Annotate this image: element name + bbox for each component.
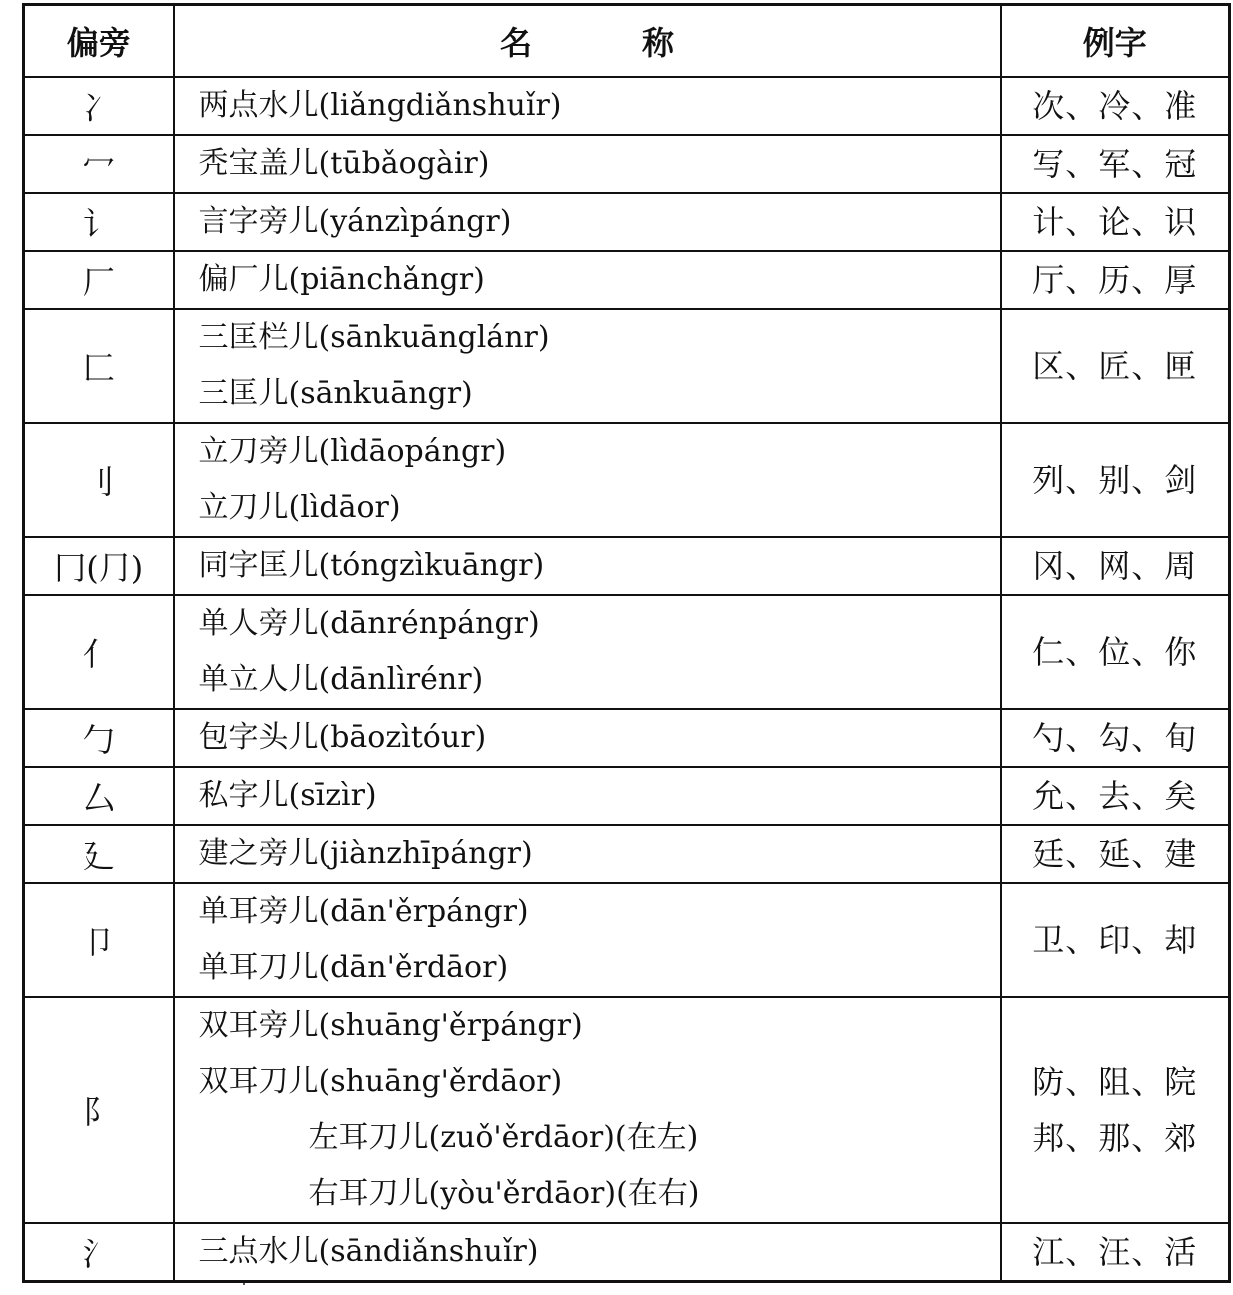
examples-cell bbox=[1001, 135, 1230, 193]
examples-line: 仁、位、你 bbox=[1032, 633, 1198, 671]
table-row bbox=[24, 997, 1230, 1223]
examples-line: 列、别、剑 bbox=[1032, 461, 1198, 499]
examples-line: 冈、网、周 bbox=[1032, 547, 1198, 585]
table-row bbox=[24, 767, 1230, 825]
name-line: 三点水儿(sāndiǎnshuǐr) bbox=[198, 1234, 539, 1269]
examples-cell bbox=[1001, 883, 1230, 997]
examples-line: 计、论、识 bbox=[1032, 203, 1198, 241]
name-cell bbox=[174, 883, 1001, 997]
radical-cell: 冂(⺆) bbox=[24, 537, 174, 595]
radical-cell: 亻 bbox=[24, 595, 174, 709]
examples-cell bbox=[1001, 423, 1230, 537]
name-line: 私字儿(sīzìr) bbox=[198, 778, 377, 813]
radical-cell: 卩 bbox=[24, 883, 174, 997]
examples-cell bbox=[1001, 537, 1230, 595]
table-row bbox=[24, 309, 1230, 423]
name-cell bbox=[174, 767, 1001, 825]
examples-line: 廷、延、建 bbox=[1032, 835, 1198, 873]
header-examples: 例字 bbox=[1001, 5, 1230, 78]
radicals-table bbox=[22, 3, 1231, 1283]
name-line: 三匡栏儿(sānkuānglánr) bbox=[198, 320, 550, 355]
name-line: 单耳旁儿(dān'ěrpángr) bbox=[198, 894, 529, 929]
examples-line: 卫、印、却 bbox=[1032, 921, 1198, 959]
radical-cell: 氵 bbox=[24, 1223, 174, 1282]
examples-cell bbox=[1001, 251, 1230, 309]
examples-line: 勺、勾、旬 bbox=[1032, 719, 1198, 757]
name-line: 三匡儿(sānkuāngr) bbox=[198, 376, 473, 411]
name-cell bbox=[174, 537, 1001, 595]
name-subline: 右耳刀儿(yòu'ěrdāor)(在右) bbox=[308, 1176, 700, 1211]
name-cell bbox=[174, 193, 1001, 251]
table-row bbox=[24, 251, 1230, 309]
table-row bbox=[24, 825, 1230, 883]
radical-cell: 冖 bbox=[24, 135, 174, 193]
table-row bbox=[24, 595, 1230, 709]
name-line: 双耳刀儿(shuāng'ěrdāor) bbox=[198, 1064, 563, 1099]
name-cell bbox=[174, 309, 1001, 423]
name-line: 包字头儿(bāozìtóur) bbox=[198, 720, 487, 755]
name-cell bbox=[174, 77, 1001, 135]
table-row bbox=[24, 77, 1230, 135]
table-row bbox=[24, 135, 1230, 193]
radicals-table-container bbox=[22, 3, 1228, 1283]
name-cell bbox=[174, 251, 1001, 309]
name-cell bbox=[174, 997, 1001, 1223]
name-cell bbox=[174, 135, 1001, 193]
radical-cell: 厶 bbox=[24, 767, 174, 825]
table-row bbox=[24, 537, 1230, 595]
examples-line: 邦、那、郊 bbox=[1032, 1119, 1198, 1157]
examples-cell bbox=[1001, 77, 1230, 135]
name-line: 单立人儿(dānlìrénr) bbox=[198, 662, 484, 697]
table-row bbox=[24, 1223, 1230, 1282]
table-row bbox=[24, 709, 1230, 767]
name-subline: 左耳刀儿(zuǒ'ěrdāor)(在左) bbox=[308, 1120, 699, 1155]
name-line: 建之旁儿(jiànzhīpángr) bbox=[198, 836, 533, 871]
name-cell bbox=[174, 709, 1001, 767]
examples-line: 区、匠、匣 bbox=[1032, 347, 1198, 385]
name-cell bbox=[174, 1223, 1001, 1282]
table-row bbox=[24, 193, 1230, 251]
radical-cell: 阝 bbox=[24, 997, 174, 1223]
header-radical: 偏旁 bbox=[24, 5, 174, 78]
examples-cell bbox=[1001, 1223, 1230, 1282]
examples-cell bbox=[1001, 595, 1230, 709]
name-line: 秃宝盖儿(tūbǎogàir) bbox=[198, 146, 490, 181]
examples-cell bbox=[1001, 193, 1230, 251]
name-line: 单耳刀儿(dān'ěrdāor) bbox=[198, 950, 509, 985]
examples-line: 厅、历、厚 bbox=[1032, 261, 1198, 299]
name-line: 立刀旁儿(lìdāopángr) bbox=[198, 434, 507, 469]
radical-cell: 勹 bbox=[24, 709, 174, 767]
examples-line: 次、冷、准 bbox=[1032, 87, 1198, 125]
name-cell bbox=[174, 423, 1001, 537]
name-line: 偏厂儿(piānchǎngr) bbox=[198, 262, 485, 297]
name-line: 立刀儿(lìdāor) bbox=[198, 490, 401, 525]
scan-dot bbox=[243, 1283, 245, 1285]
header-row bbox=[24, 5, 1230, 78]
radical-cell: 厂 bbox=[24, 251, 174, 309]
examples-line: 江、汪、活 bbox=[1032, 1233, 1198, 1271]
name-line: 单人旁儿(dānrénpángr) bbox=[198, 606, 540, 641]
examples-cell bbox=[1001, 767, 1230, 825]
table-row bbox=[24, 883, 1230, 997]
name-cell bbox=[174, 595, 1001, 709]
radical-cell: 讠 bbox=[24, 193, 174, 251]
radical-cell: 冫 bbox=[24, 77, 174, 135]
examples-line: 写、军、冠 bbox=[1032, 145, 1198, 183]
radical-cell: 匚 bbox=[24, 309, 174, 423]
radical-cell: 刂 bbox=[24, 423, 174, 537]
name-line: 双耳旁儿(shuāng'ěrpángr) bbox=[198, 1008, 583, 1043]
name-cell bbox=[174, 825, 1001, 883]
examples-line: 防、阻、院 bbox=[1032, 1063, 1198, 1101]
name-line: 两点水儿(liǎngdiǎnshuǐr) bbox=[198, 88, 562, 123]
table-row bbox=[24, 423, 1230, 537]
name-line: 言字旁儿(yánzìpángr) bbox=[198, 204, 512, 239]
examples-line: 允、去、矣 bbox=[1032, 777, 1198, 815]
examples-cell bbox=[1001, 825, 1230, 883]
examples-cell bbox=[1001, 709, 1230, 767]
header-name bbox=[174, 5, 1001, 78]
name-line: 同字匡儿(tóngzìkuāngr) bbox=[198, 548, 545, 583]
radical-cell: 廴 bbox=[24, 825, 174, 883]
examples-cell bbox=[1001, 309, 1230, 423]
examples-cell bbox=[1001, 997, 1230, 1223]
header-name-text: 名称 bbox=[499, 24, 784, 62]
